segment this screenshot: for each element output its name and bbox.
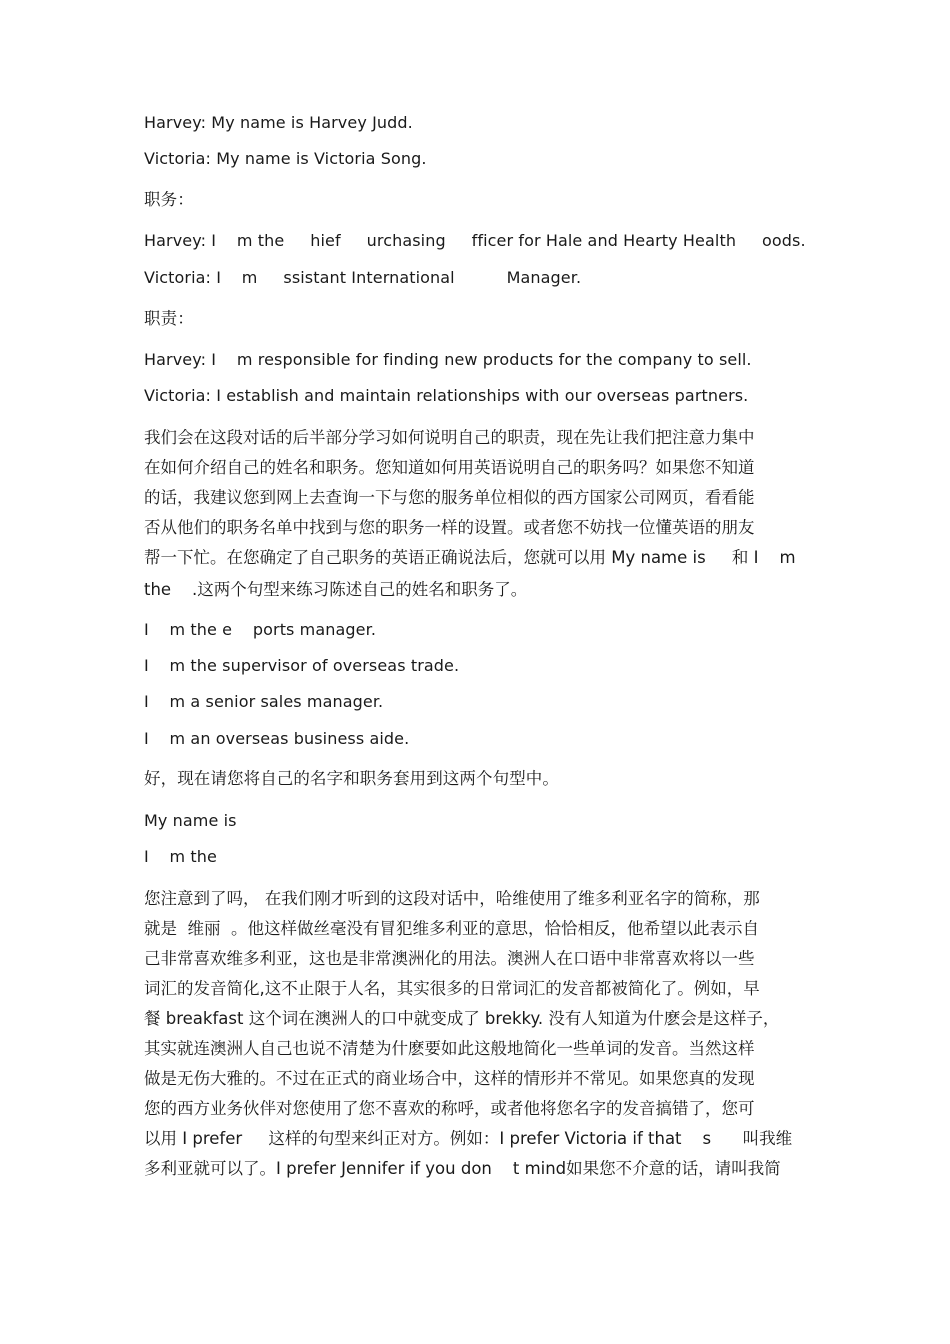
paragraph-1-line: 在如何介绍自己的姓名和职务。您知道如何用英语说明自己的职务吗？如果您不知道 (144, 458, 755, 477)
heading-duty: 职责： (144, 309, 194, 328)
example-sentence: I m the e ports manager. (144, 620, 377, 639)
paragraph-2-line: 您注意到了吗， 在我们刚才听到的这段对话中，哈维使用了维多利亚名字的简称，那 (144, 889, 760, 908)
example-sentence: I m a senior sales manager. (144, 692, 384, 711)
example-sentence: I m an overseas business aide. (144, 729, 410, 748)
paragraph-1-line: 我们会在这段对话的后半部分学习如何说明自己的职责，现在先让我们把注意力集中 (144, 428, 755, 447)
paragraph-2-line: 多利亚就可以了。I prefer Jennifer if you don t mind如果您不介意的话，请叫我简 (144, 1159, 781, 1178)
paragraph-1-line: 否从他们的职务名单中找到与您的职务一样的设置。或者您不妨找一位懂英语的朋友 (144, 518, 755, 537)
dialogue-victoria-position: Victoria: I m ssistant International Manager. (144, 268, 582, 287)
paragraph-2-line: 您的西方业务伙伴对您使用了您不喜欢的称呼，或者他将您名字的发音搞错了，您可 (144, 1099, 755, 1118)
paragraph-2-line: 做是无伤大雅的。不过在正式的商业场合中，这样的情形并不常见。如果您真的发现 (144, 1069, 755, 1088)
paragraph-2-line: 就是 维丽 。他这样做丝毫没有冒犯维多利亚的意思，恰恰相反，他希望以此表示自 (144, 919, 759, 938)
template-name: My name is (144, 811, 237, 830)
paragraph-1-line: 帮一下忙。在您确定了自己职务的英语正确说法后，您就可以用 My name is 和 I m (144, 548, 796, 567)
example-sentence: I m the supervisor of overseas trade. (144, 656, 460, 675)
dialogue-harvey-duty: Harvey: I m responsible for finding new products for the company to sell. (144, 350, 752, 369)
paragraph-1-line: 的话，我建议您到网上去查询一下与您的服务单位相似的西方国家公司网页，看看能 (144, 488, 755, 507)
heading-position: 职务： (144, 190, 194, 209)
instruction: 好，现在请您将自己的名字和职务套用到这两个句型中。 (144, 769, 559, 788)
paragraph-2-line: 词汇的发音简化,这不止限于人名，其实很多的日常词汇的发音都被简化了。例如，早 (144, 979, 760, 998)
dialogue-victoria-duty: Victoria: I establish and maintain relationships with our overseas partners. (144, 386, 749, 405)
paragraph-2-line: 以用 I prefer 这样的句型来纠正对方。例如：I prefer Victoria if that s 叫我维 (144, 1129, 793, 1148)
template-title: I m the (144, 847, 217, 866)
dialogue-harvey-name: Harvey: My name is Harvey Judd. (144, 113, 413, 132)
paragraph-1-line: the .这两个句型来练习陈述自己的姓名和职务了。 (144, 580, 528, 599)
paragraph-2-line: 己非常喜欢维多利亚，这也是非常澳洲化的用法。澳洲人在口语中非常喜欢将以一些 (144, 949, 755, 968)
paragraph-2-line: 餐 breakfast 这个词在澳洲人的口中就变成了 brekky. 没有人知道为什麽会是这样子， (144, 1009, 780, 1028)
paragraph-2-line: 其实就连澳洲人自己也说不清楚为什麽要如此这般地简化一些单词的发音。当然这样 (144, 1039, 755, 1058)
dialogue-harvey-position: Harvey: I m the hief urchasing fficer for Hale and Hearty Health oods. (144, 231, 806, 250)
dialogue-victoria-name: Victoria: My name is Victoria Song. (144, 149, 427, 168)
